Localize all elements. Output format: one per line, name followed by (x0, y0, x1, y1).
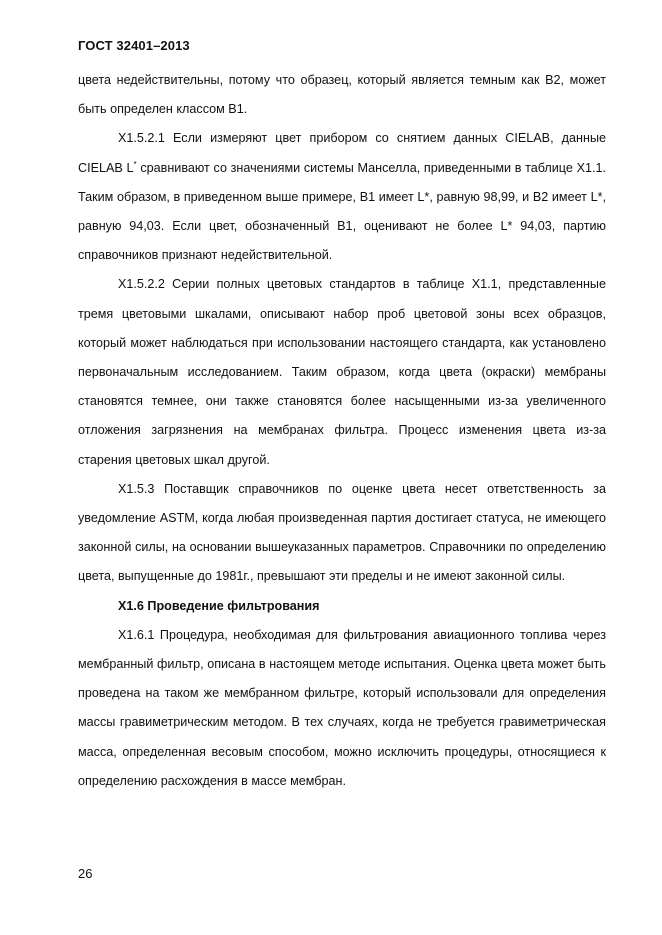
paragraph-text: сравнивают со значениями системы Манселла, приведенными в таблице Х1.1. Таким образом, в приведенном выше примере, В1 имеет L*, равную 98,99, и В2 имеет L*, равную 94,03. Если цвет, обозначенный В1, оценивают не более L* 94,03, партию справочников признают недействительной. (78, 160, 606, 263)
section-heading-x1-6: Х1.6 Проведение фильтрования (118, 598, 320, 613)
superscript-asterisk: * (133, 159, 137, 169)
paragraph-x1-6-1: Х1.6.1 Процедура, необходимая для фильтрования авиационного топлива через мембранный фильтр, описана в настоящем методе испытания. Оценка цвета может быть проведена на таком же мембранном фильтре, который использовали для определения массы гравиметрическим методом. В тех случаях, когда не требуется гравиметрическая масса, определенная весовым способом, можно исключить процедуры, относящиеся к определению расхождения в массе мембран. (78, 627, 606, 788)
paragraph-x1-5-3: Х1.5.3 Поставщик справочников по оценке цвета несет ответственность за уведомление ASTM, когда любая произведенная партия достигает статуса, не имеющего законной силы, на основании вышеуказанных параметров. Справочники по определению цвета, выпущенные до 1981г., превышают эти пределы и не имеют законной силы. (78, 481, 606, 584)
paragraph-text: Х1.5.2.1 Если измеряют цвет прибором со снятием данных CIELAB, данные CIELAB L (78, 131, 606, 175)
page-number: 26 (78, 866, 93, 881)
body-text (78, 66, 606, 796)
paragraph-continuation: цвета недействительны, потому что образец, который является темным как В2, может быть определен классом В1. (78, 73, 606, 117)
page-header-standard-number: ГОСТ 32401–2013 (78, 38, 190, 53)
paragraph-x1-5-2-2: Х1.5.2.2 Серии полных цветовых стандартов в таблице Х1.1, представленные тремя цветовыми шкалами, описывают набор проб цветовой зоны всех образцов, который может наблюдаться при использовании настоящего стандарта, как установлено первоначальным исследованием. Таким образом, когда цвета (окраски) мембраны становятся темнее, они также становятся более насыщенными из-за увеличенного отложения загрязнения на мембранах фильтра. Процесс изменения цвета из-за старения цветовых шкал другой. (78, 277, 606, 467)
paragraph-x1-5-2-1 (78, 124, 606, 270)
